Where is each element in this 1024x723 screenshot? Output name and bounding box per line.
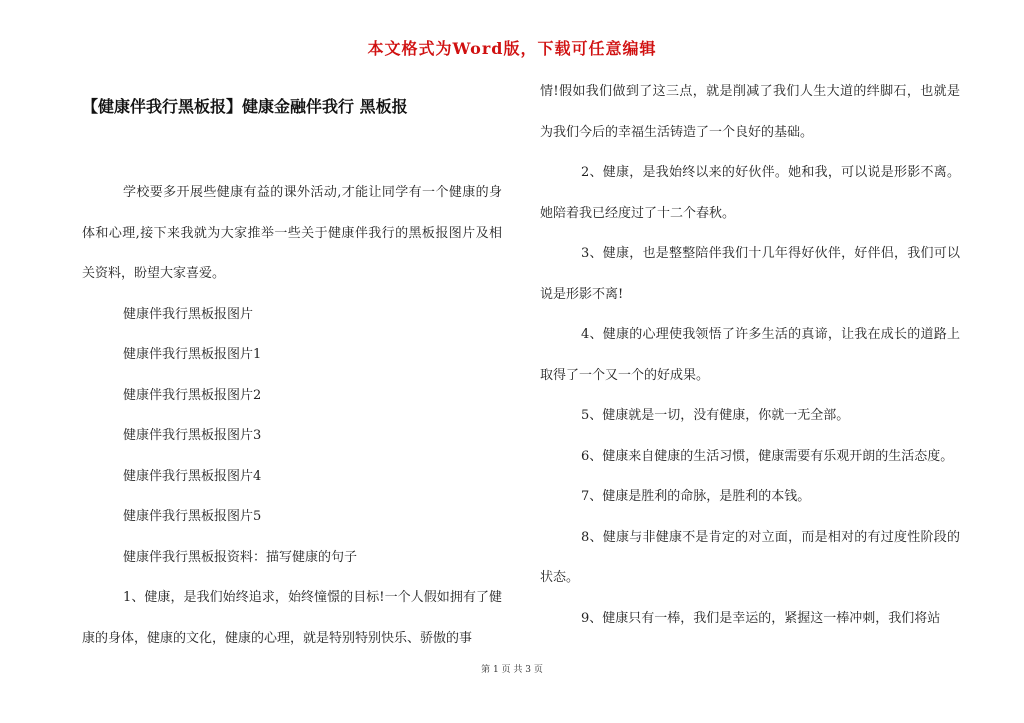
sentence-2-paragraph: 2、健康，是我始终以来的好伙伴。她和我，可以说是形影不离。她陪着我已经度过了十二个春秋。	[540, 165, 960, 221]
picture-caption-1: 健康伴我行黑板报图片1	[123, 347, 262, 362]
sentence-6-paragraph: 6、健康来自健康的生活习惯，健康需要有乐观开朗的生活态度。	[581, 448, 954, 464]
sentence-1-paragraph: 1、健康，是我们始终追求，始终憧憬的目标!一个人假如拥有了健康的身体，健康的文化，健康的心理，就是特别特别快乐、骄傲的事	[82, 590, 502, 646]
right-column	[540, 72, 960, 639]
left-column	[82, 173, 502, 659]
materials-heading: 健康伴我行黑板报资料：描写健康的句子	[123, 549, 358, 565]
picture-caption-4: 健康伴我行黑板报图片4	[123, 468, 262, 484]
sentence-8-paragraph: 8、健康与非健康不是肯定的对立面，而是相对的有过度性阶段的状态。	[540, 529, 960, 585]
document-title: 【健康伴我行黑板报】健康金融伴我行 黑板报	[82, 97, 408, 116]
intro-paragraph: 学校要多开展些健康有益的课外活动,才能让同学有一个健康的身体和心理,接下来我就为大家推举一些关于健康伴我行的黑板报图片及相关资料，盼望大家喜爱。	[82, 185, 502, 281]
page-number: 第 1 页 共 3 页	[481, 665, 543, 675]
picture-caption-3: 健康伴我行黑板报图片3	[123, 428, 262, 443]
download-banner: 本文格式为Word版，下载可任意编辑	[367, 39, 657, 58]
sentence-9-paragraph: 9、健康只有一棒，我们是幸运的，紧握这一棒冲刺，我们将站	[581, 610, 941, 626]
sentence-5-paragraph: 5、健康就是一切，没有健康，你就一无全部。	[581, 408, 850, 423]
picture-caption-2: 健康伴我行黑板报图片2	[123, 387, 262, 403]
sentence-1-continuation: 情!假如我们做到了这三点，就是削减了我们人生大道的绊脚石，也就是为我们今后的幸福生活铸造了一个良好的基础。	[540, 84, 960, 140]
sentence-7-paragraph: 7、健康是胜利的命脉，是胜利的本钱。	[581, 489, 811, 504]
sentence-4-paragraph: 4、健康的心理使我领悟了许多生活的真谛，让我在成长的道路上取得了一个又一个的好成果。	[540, 327, 960, 383]
sentence-3-paragraph: 3、健康，也是整整陪伴我们十几年得好伙伴，好伴侣，我们可以说是形影不离!	[540, 246, 960, 302]
picture-caption-5: 健康伴我行黑板报图片5	[123, 509, 262, 524]
picture-heading: 健康伴我行黑板报图片	[123, 306, 254, 322]
